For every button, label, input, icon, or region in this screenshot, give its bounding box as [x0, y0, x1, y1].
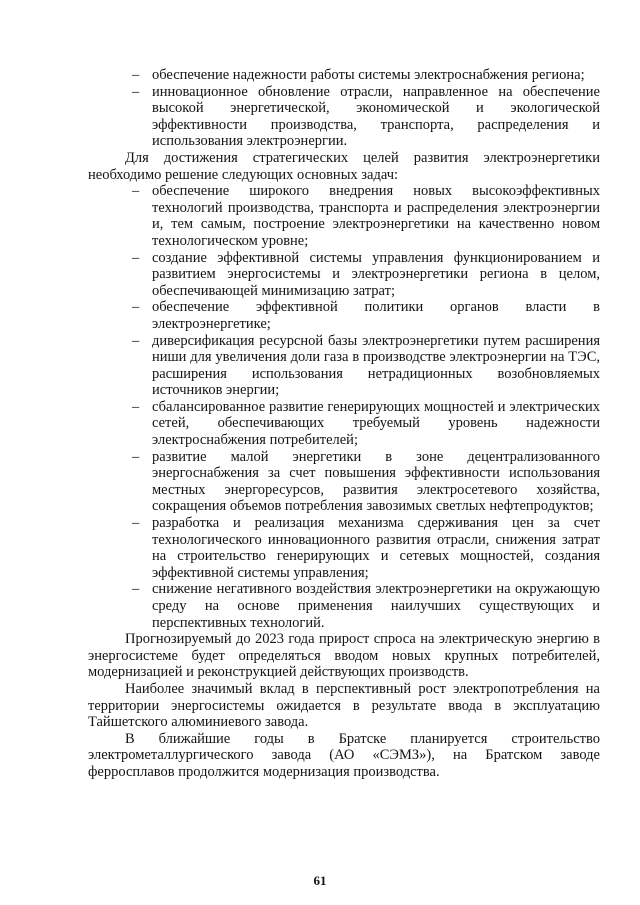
- page-number: 61: [313, 873, 327, 888]
- tasks-list: [88, 183, 600, 631]
- contribution-paragraph: Наиболее значимый вклад в перспективный рост электропотребления на территории энергосистемы ожидается в результате ввода в эксплуатацию Тайшетского алюминиевого завода.: [88, 680, 600, 731]
- dash-bullet-icon: –: [132, 67, 140, 83]
- list-item-text: создание эффективной системы управления функционированием и развитием энергосистемы и электроэнергетики региона в целом, обеспечивающей минимизацию затрат;: [152, 249, 600, 299]
- list-item-text: обеспечение эффективной политики органов власти в электроэнергетике;: [152, 299, 600, 332]
- tasks-intro-paragraph: Для достижения стратегических целей развития электроэнергетики необходимо решение следующих основных задач:: [88, 149, 600, 183]
- list-item: [88, 67, 600, 84]
- dash-bullet-icon: –: [132, 249, 140, 266]
- list-item-text: диверсификация ресурсной базы электроэнергетики путем расширения ниши для увеличения доли газа в производстве электроэнергии на ТЭС, расширения использования нетрадиционных возобновляемых источников энергии;: [152, 332, 600, 399]
- list-item: [88, 399, 600, 449]
- dash-bullet-icon: –: [132, 398, 140, 415]
- list-item: [88, 250, 600, 300]
- list-item-text: сбалансированное развитие генерирующих мощностей и электрических сетей, обеспечивающих требуемый уровень надежности электроснабжения потребителей;: [152, 398, 600, 449]
- page-body: [88, 67, 600, 781]
- forecast-paragraph: Прогнозируемый до 2023 года прирост спроса на электрическую энергию в энергосистеме будет определяться вводом новых крупных потребителей, модернизацией и реконструкцией действующих производств.: [88, 631, 600, 681]
- list-item: [88, 515, 600, 581]
- dash-bullet-icon: –: [132, 515, 140, 532]
- list-item-text: обеспечение широкого внедрения новых высокоэффективных технологий производства, транспорта и распределения электроэнергии и, тем самым, построение электроэнергетики на качественно новом технологическом уровне;: [152, 183, 600, 249]
- list-item: [88, 449, 600, 515]
- list-item: [88, 581, 600, 631]
- list-item-text: обеспечение надежности работы системы электроснабжения региона;: [152, 67, 585, 83]
- list-item: [88, 84, 600, 150]
- bratsk-paragraph: В ближайшие годы в Братске планируется строительство электрометаллургического завода (АО «СЭМЗ»), на Братском заводе ферросплавов продолжится модернизация производства.: [88, 730, 600, 780]
- dash-bullet-icon: –: [132, 332, 140, 349]
- dash-bullet-icon: –: [132, 299, 140, 316]
- list-item-text: развитие малой энергетики в зоне децентрализованного энергоснабжения за счет повышения эффективности использования местных энергоресурсов, развития электросетевого хозяйства, сокращения объемов потребления завозимых светлых нефтепродуктов;: [152, 448, 600, 515]
- intro-goals-list: [88, 67, 600, 150]
- list-item-text: снижение негативного воздействия электроэнергетики на окружающую среду на основе применения наилучших существующих и перспективных технологий.: [152, 581, 600, 631]
- dash-bullet-icon: –: [132, 183, 140, 200]
- dash-bullet-icon: –: [132, 83, 140, 100]
- list-item-text: разработка и реализация механизма сдерживания цен за счет технологического инновационного развития отрасли, снижения затрат на строительство генерирующих и сетевых мощностей, создания эффективной системы управления;: [152, 515, 600, 581]
- list-item: [88, 183, 600, 249]
- list-item-text: инновационное обновление отрасли, направленное на обеспечение высокой энергетической, экономической и экологической эффективности производства, транспорта, распределения и использования электроэнергии.: [152, 83, 600, 150]
- list-item: [88, 299, 600, 332]
- dash-bullet-icon: –: [132, 581, 140, 598]
- list-item: [88, 333, 600, 399]
- dash-bullet-icon: –: [132, 448, 140, 465]
